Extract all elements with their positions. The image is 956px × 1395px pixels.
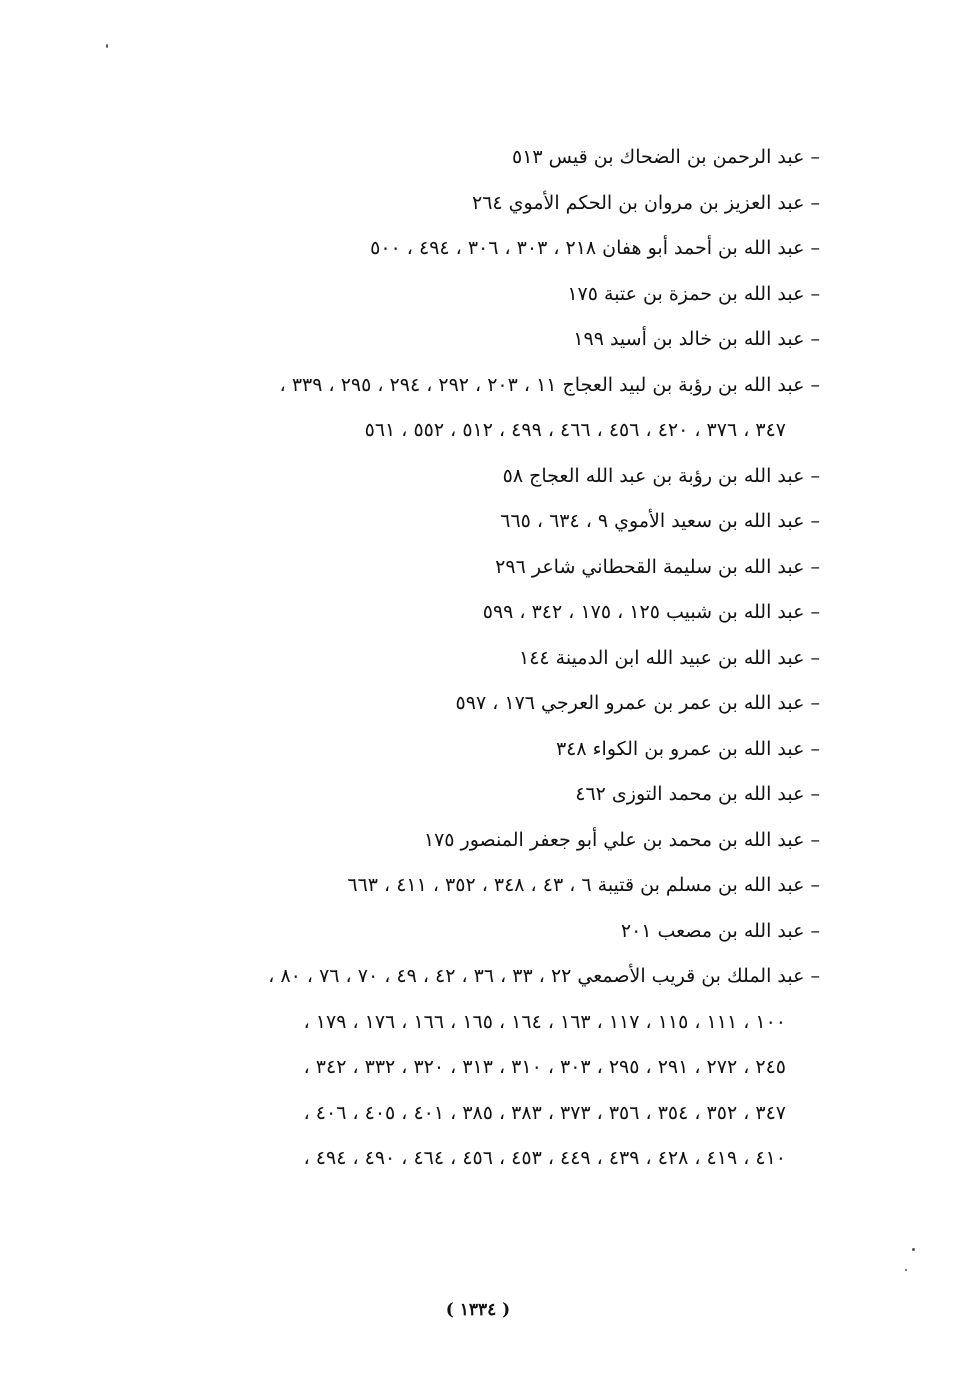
index-entry-continuation: ٤١٠ ، ٤١٩ ، ٤٢٨ ، ٤٣٩ ، ٤٤٩ ، ٤٥٣ ، ٤٥٦ ، ٤٦٤ ، ٤٩٠ ، ٤٩٤ ، [303,1147,786,1169]
scan-speck [912,1248,915,1251]
index-entry-continuation: ٣٤٧ ، ٣٥٢ ، ٣٥٤ ، ٣٥٦ ، ٣٧٣ ، ٣٨٣ ، ٣٨٥ ، ٤٠١ ، ٤٠٥ ، ٤٠٦ ، [303,1101,786,1124]
index-entry: – عبد الملك بن قريب الأصمعي ٢٢ ، ٣٣ ، ٣٦ ، ٤٢ ، ٤٩ ، ٧٠ ، ٧٦ ، ٨٠ ، [268,965,820,987]
index-entry: – عبد الله بن عمرو بن الكواء ٣٤٨ [555,737,820,760]
index-entry: – عبد الله بن شبيب ١٢٥ ، ١٧٥ ، ٣٤٢ ، ٥٩٩ [482,601,820,623]
index-entry: – عبد العزيز بن مروان بن الحكم الأموي ٢٦٤ [472,191,820,214]
index-entry: – عبد الله بن عمر بن عمرو العرجي ١٧٦ ، ٥٩٧ [455,692,820,714]
index-entry-continuation: ١٠٠ ، ١١١ ، ١١٥ ، ١١٧ ، ١٦٣ ، ١٦٤ ، ١٦٥ ، ١٦٦ ، ١٧٦ ، ١٧٩ ، [303,1010,786,1033]
index-entry: – عبد الله بن رؤبة بن لبيد العجاج ١١ ، ٢٠٣ ، ٢٩٢ ، ٢٩٤ ، ٢٩٥ ، ٣٣٩ ، [279,373,820,396]
index-entry: – عبد الله بن خالد بن أسيد ١٩٩ [573,328,820,350]
index-entry: – عبد الله بن أحمد أبو هفان ٢١٨ ، ٣٠٣ ، ٣٠٦ ، ٤٩٤ ، ٥٠٠ [370,237,820,259]
index-entries [120,135,820,1182]
scan-speck [905,1269,907,1271]
index-entry-continuation: ٣٤٧ ، ٣٧٦ ، ٤٢٠ ، ٤٥٦ ، ٤٦٦ ، ٤٩٩ ، ٥١٢ ، ٥٥٢ ، ٥٦١ [364,419,786,441]
index-entry: – عبد الله بن مسلم بن قتيبة ٦ ، ٤٣ ، ٣٤٨ ، ٣٥٢ ، ٤١١ ، ٦٦٣ [347,874,820,896]
index-entry: – عبد الله بن حمزة بن عتبة ١٧٥ [567,282,820,305]
index-entry: – عبد الله بن عبيد الله ابن الدمينة ١٤٤ [518,646,820,669]
index-entry-continuation: ٢٤٥ ، ٢٧٢ ، ٢٩١ ، ٢٩٥ ، ٣٠٣ ، ٣١٠ ، ٣١٣ ، ٣٢٠ ، ٣٣٢ ، ٣٤٢ ، [303,1056,786,1078]
index-entry: – عبد الله بن مصعب ٢٠١ [620,919,820,942]
page-number: ( ١٣٣٤ ) [445,1300,511,1320]
index-entry: – عبد الله بن رؤبة بن عبد الله العجاج ٥٨ [502,464,820,487]
index-entry: – عبد الله بن محمد بن علي أبو جعفر المنصور ١٧٥ [423,828,820,851]
index-entry: – عبد الله بن محمد التوزى ٤٦٢ [575,783,820,805]
scan-speck [106,44,108,48]
index-entry: – عبد الله بن سعيد الأموي ٩ ، ٦٣٤ ، ٦٦٥ [500,510,820,532]
index-entry: – عبد الله بن سليمة القحطاني شاعر ٢٩٦ [495,555,820,578]
index-entry: – عبد الرحمن بن الضحاك بن قيس ٥١٣ [512,146,820,168]
